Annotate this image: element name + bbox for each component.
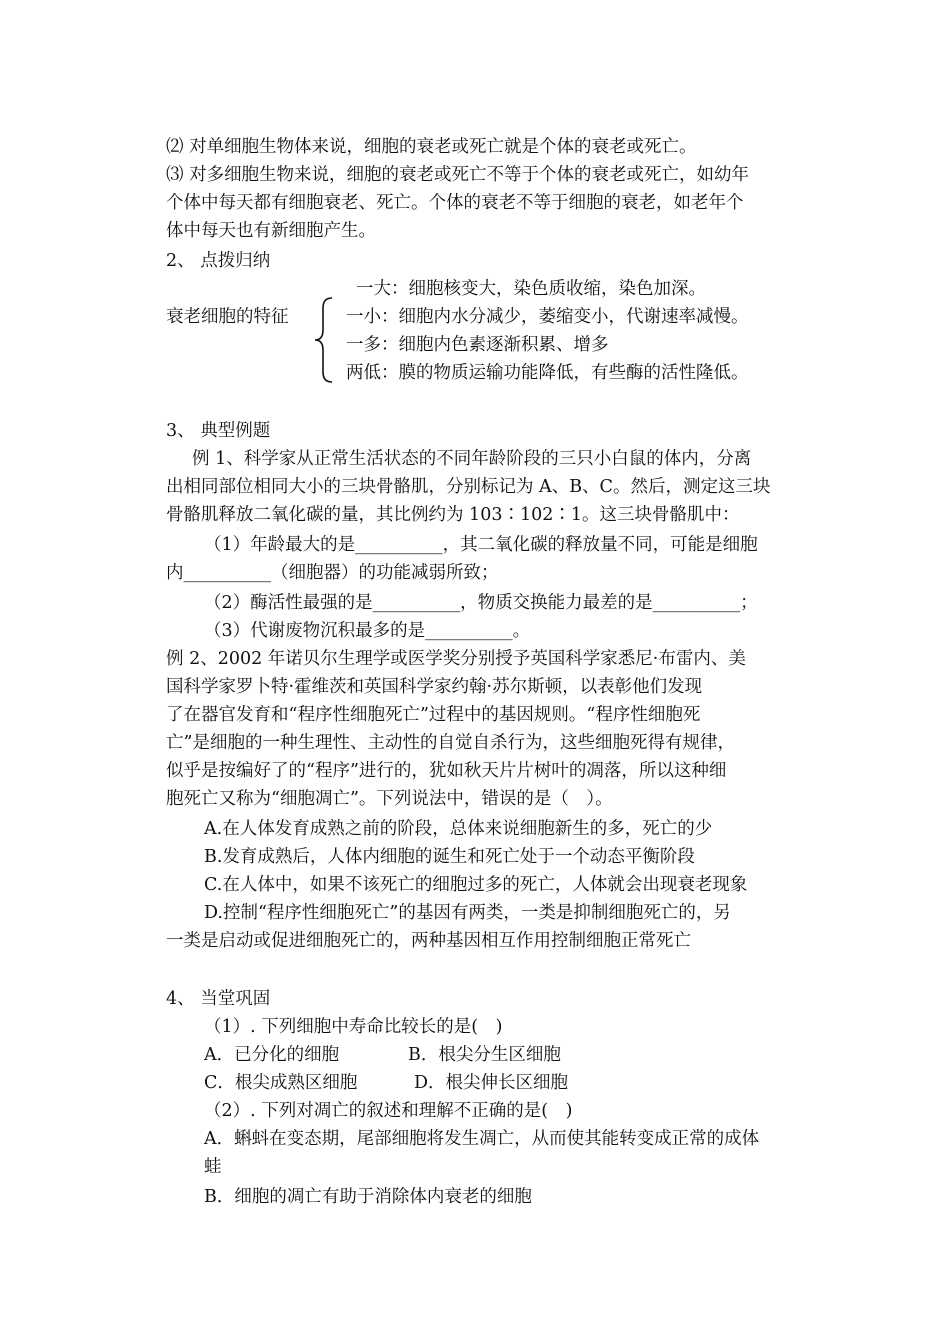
paragraph-line: 例 1、科学家从正常生活状态的不同年龄阶段的三只小白鼠的体内，分离 (192, 449, 752, 469)
feature-item: 一多：细胞内色素逐渐积累、增多 (346, 335, 609, 355)
paragraph-line: 亡”是细胞的一种生理性、主动性的自觉自杀行为，这些细胞死得有规律， (166, 733, 735, 753)
paragraph-line: 体中每天也有新细胞产生。 (166, 221, 376, 241)
paragraph-line: ⑵ 对单细胞生物体来说，细胞的衰老或死亡就是个体的衰老或死亡。 (166, 137, 697, 157)
brace-glyph (312, 296, 338, 384)
option-line: A．已分化的细胞 (204, 1045, 340, 1065)
paragraph-line: 国科学家罗卜特·霍维茨和英国科学家约翰·苏尔斯顿，以表彰他们发现 (166, 677, 703, 697)
section-heading: 2、 点拨归纳 (166, 251, 271, 271)
paragraph-line: ⑶ 对多细胞生物来说，细胞的衰老或死亡不等于个体的衰老或死亡，如幼年 (166, 165, 750, 185)
option-line: 蛙 (204, 1157, 222, 1177)
paragraph-line: 骨骼肌释放二氧化碳的量，其比例约为 103∶102∶1。这三块骨骼肌中： (166, 505, 740, 525)
option-line: C．根尖成熟区细胞 (204, 1073, 358, 1093)
question-line: （3）代谢废物沉积最多的是__________。 (204, 621, 531, 641)
feature-item: 一大：细胞核变大，染色质收缩，染色加深。 (356, 279, 706, 299)
option-line: C.在人体中，如果不该死亡的细胞过多的死亡，人体就会出现衰老现象 (204, 875, 748, 895)
option-line: 一类是启动或促进细胞死亡的，两种基因相互作用控制细胞正常死亡 (166, 931, 691, 951)
feature-item: 一小：细胞内水分减少，萎缩变小，代谢速率减慢。 (346, 307, 749, 327)
question-line: 内__________（细胞器）的功能减弱所致； (166, 563, 499, 583)
curly-brace (312, 296, 338, 384)
option-line: B.发育成熟后，人体内细胞的诞生和死亡处于一个动态平衡阶段 (204, 847, 695, 867)
section-heading: 4、 当堂巩固 (166, 989, 271, 1009)
paragraph-line: 例 2、2002 年诺贝尔生理学或医学奖分别授予英国科学家悉尼·布雷内、美 (166, 649, 746, 669)
section-heading: 3、 典型例题 (166, 421, 271, 441)
feature-label: 衰老细胞的特征 (166, 307, 289, 327)
paragraph-line: 个体中每天都有细胞衰老、死亡。个体的衰老不等于细胞的衰老，如老年个 (166, 193, 744, 213)
question-line: （1）年龄最大的是__________，其二氧化碳的释放量不同，可能是细胞 (204, 535, 758, 555)
paragraph-line: 了在器官发育和“程序性细胞死亡”过程中的基因规则。“程序性细胞死 (166, 705, 701, 725)
feature-item: 两低：膜的物质运输功能降低，有些酶的活性隆低。 (346, 363, 749, 383)
paragraph-line: 出相同部位相同大小的三块骨骼肌，分别标记为 A、B、C。然后，测定这三块 (166, 477, 771, 497)
question-line: （2）. 下列对凋亡的叙述和理解不正确的是( ) (204, 1101, 573, 1121)
paragraph-line: 胞死亡又称为“细胞凋亡”。下列说法中，错误的是（ ）。 (166, 789, 613, 809)
option-line: B．根尖分生区细胞 (408, 1045, 561, 1065)
option-line: B．细胞的凋亡有助于消除体内衰老的细胞 (204, 1187, 532, 1207)
option-line: A.在人体发育成熟之前的阶段，总体来说细胞新生的多，死亡的少 (204, 819, 713, 839)
option-line: D．根尖伸长区细胞 (414, 1073, 569, 1093)
paragraph-line: 似乎是按编好了的“程序”进行的，犹如秋天片片树叶的凋落，所以这种细 (166, 761, 727, 781)
question-line: （1）. 下列细胞中寿命比较长的是( ) (204, 1017, 503, 1037)
question-line: （2）酶活性最强的是__________，物质交换能力最差的是__________； (204, 593, 758, 613)
option-line: D.控制“程序性细胞死亡”的基因有两类，一类是抑制细胞死亡的，另 (204, 903, 731, 923)
option-line: A．蝌蚪在变态期，尾部细胞将发生凋亡，从而使其能转变成正常的成体 (204, 1129, 760, 1149)
